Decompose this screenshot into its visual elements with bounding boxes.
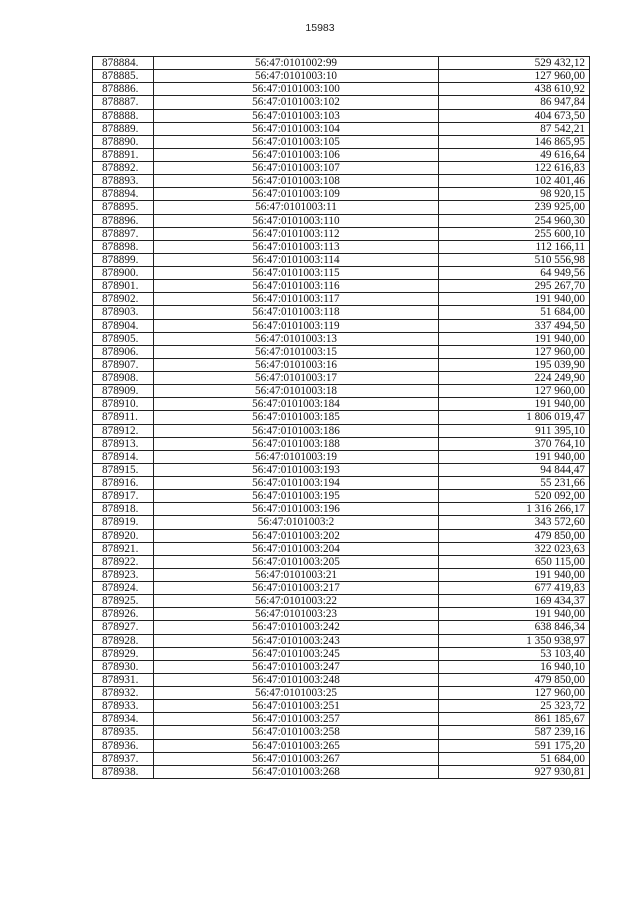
cadastral-value-cell: 479 850,00 — [439, 529, 590, 542]
table-row — [93, 135, 590, 148]
cadastral-number-cell: 56:47:0101003:102 — [154, 96, 439, 109]
table-row — [93, 582, 590, 595]
table-row — [93, 503, 590, 516]
row-number-cell: 878926. — [93, 608, 154, 621]
cadastral-value-cell: 343 572,60 — [439, 516, 590, 529]
table-row — [93, 109, 590, 122]
cadastral-value-cell: 191 940,00 — [439, 450, 590, 463]
cadastral-number-cell: 56:47:0101003:11 — [154, 201, 439, 214]
row-number-cell: 878886. — [93, 83, 154, 96]
cadastral-number-cell: 56:47:0101003:204 — [154, 542, 439, 555]
cadastral-number-cell: 56:47:0101003:22 — [154, 595, 439, 608]
cadastral-value-cell: 98 920,15 — [439, 188, 590, 201]
cadastral-value-cell: 295 267,70 — [439, 280, 590, 293]
cadastral-value-cell: 650 115,00 — [439, 555, 590, 568]
row-number-cell: 878933. — [93, 700, 154, 713]
row-number-cell: 878937. — [93, 752, 154, 765]
cadastral-number-cell: 56:47:0101003:17 — [154, 372, 439, 385]
row-number-cell: 878904. — [93, 319, 154, 332]
cadastral-value-table — [92, 56, 590, 779]
cadastral-value-cell: 1 316 266,17 — [439, 503, 590, 516]
cadastral-value-cell: 127 960,00 — [439, 687, 590, 700]
row-number-cell: 878919. — [93, 516, 154, 529]
cadastral-value-cell: 911 395,10 — [439, 424, 590, 437]
cadastral-value-cell: 591 175,20 — [439, 739, 590, 752]
cadastral-value-cell: 64 949,56 — [439, 267, 590, 280]
cadastral-number-cell: 56:47:0101003:105 — [154, 135, 439, 148]
cadastral-value-cell: 112 166,11 — [439, 240, 590, 253]
row-number-cell: 878929. — [93, 647, 154, 660]
row-number-cell: 878907. — [93, 358, 154, 371]
cadastral-value-cell: 146 865,95 — [439, 135, 590, 148]
table-row — [93, 319, 590, 332]
cadastral-number-cell: 56:47:0101003:19 — [154, 450, 439, 463]
cadastral-number-cell: 56:47:0101003:267 — [154, 752, 439, 765]
row-number-cell: 878891. — [93, 148, 154, 161]
row-number-cell: 878915. — [93, 463, 154, 476]
cadastral-value-cell: 94 844,47 — [439, 463, 590, 476]
cadastral-number-cell: 56:47:0101003:109 — [154, 188, 439, 201]
cadastral-number-cell: 56:47:0101003:205 — [154, 555, 439, 568]
cadastral-value-cell: 127 960,00 — [439, 70, 590, 83]
row-number-cell: 878921. — [93, 542, 154, 555]
row-number-cell: 878906. — [93, 345, 154, 358]
cadastral-number-cell: 56:47:0101002:99 — [154, 57, 439, 70]
row-number-cell: 878895. — [93, 201, 154, 214]
cadastral-value-cell: 127 960,00 — [439, 385, 590, 398]
table-row — [93, 332, 590, 345]
cadastral-number-cell: 56:47:0101003:195 — [154, 490, 439, 503]
cadastral-value-cell: 55 231,66 — [439, 477, 590, 490]
cadastral-number-cell: 56:47:0101003:184 — [154, 398, 439, 411]
table-row — [93, 57, 590, 70]
cadastral-number-cell: 56:47:0101003:103 — [154, 109, 439, 122]
cadastral-value-cell: 51 684,00 — [439, 752, 590, 765]
data-table-container — [92, 56, 590, 779]
row-number-cell: 878922. — [93, 555, 154, 568]
table-row — [93, 542, 590, 555]
table-row — [93, 253, 590, 266]
table-row — [93, 96, 590, 109]
cadastral-number-cell: 56:47:0101003:265 — [154, 739, 439, 752]
table-row — [93, 673, 590, 686]
row-number-cell: 878898. — [93, 240, 154, 253]
cadastral-value-cell: 53 103,40 — [439, 647, 590, 660]
cadastral-number-cell: 56:47:0101003:13 — [154, 332, 439, 345]
cadastral-number-cell: 56:47:0101003:21 — [154, 568, 439, 581]
table-row — [93, 345, 590, 358]
cadastral-value-cell: 239 925,00 — [439, 201, 590, 214]
table-row — [93, 739, 590, 752]
cadastral-value-cell: 1 350 938,97 — [439, 634, 590, 647]
table-row — [93, 490, 590, 503]
cadastral-number-cell: 56:47:0101003:257 — [154, 713, 439, 726]
cadastral-number-cell: 56:47:0101003:242 — [154, 621, 439, 634]
table-row — [93, 713, 590, 726]
row-number-cell: 878916. — [93, 477, 154, 490]
cadastral-value-cell: 861 185,67 — [439, 713, 590, 726]
cadastral-value-cell: 254 960,30 — [439, 214, 590, 227]
cadastral-number-cell: 56:47:0101003:23 — [154, 608, 439, 621]
cadastral-number-cell: 56:47:0101003:118 — [154, 306, 439, 319]
cadastral-value-cell: 191 940,00 — [439, 608, 590, 621]
cadastral-number-cell: 56:47:0101003:117 — [154, 293, 439, 306]
row-number-cell: 878934. — [93, 713, 154, 726]
row-number-cell: 878913. — [93, 437, 154, 450]
cadastral-value-cell: 191 940,00 — [439, 332, 590, 345]
cadastral-number-cell: 56:47:0101003:107 — [154, 162, 439, 175]
cadastral-value-cell: 337 494,50 — [439, 319, 590, 332]
table-row — [93, 70, 590, 83]
table-row — [93, 568, 590, 581]
table-row — [93, 647, 590, 660]
row-number-cell: 878896. — [93, 214, 154, 227]
table-row — [93, 621, 590, 634]
table-row — [93, 398, 590, 411]
row-number-cell: 878900. — [93, 267, 154, 280]
cadastral-number-cell: 56:47:0101003:116 — [154, 280, 439, 293]
row-number-cell: 878928. — [93, 634, 154, 647]
row-number-cell: 878892. — [93, 162, 154, 175]
table-row — [93, 214, 590, 227]
row-number-cell: 878931. — [93, 673, 154, 686]
table-row — [93, 83, 590, 96]
row-number-cell: 878905. — [93, 332, 154, 345]
cadastral-number-cell: 56:47:0101003:113 — [154, 240, 439, 253]
row-number-cell: 878917. — [93, 490, 154, 503]
row-number-cell: 878887. — [93, 96, 154, 109]
table-body — [93, 57, 590, 779]
row-number-cell: 878894. — [93, 188, 154, 201]
row-number-cell: 878910. — [93, 398, 154, 411]
table-row — [93, 424, 590, 437]
cadastral-number-cell: 56:47:0101003:16 — [154, 358, 439, 371]
table-row — [93, 687, 590, 700]
table-row — [93, 122, 590, 135]
cadastral-number-cell: 56:47:0101003:185 — [154, 411, 439, 424]
cadastral-value-cell: 322 023,63 — [439, 542, 590, 555]
cadastral-number-cell: 56:47:0101003:25 — [154, 687, 439, 700]
cadastral-value-cell: 520 092,00 — [439, 490, 590, 503]
table-row — [93, 700, 590, 713]
table-row — [93, 595, 590, 608]
cadastral-value-cell: 677 419,83 — [439, 582, 590, 595]
cadastral-number-cell: 56:47:0101003:193 — [154, 463, 439, 476]
table-row — [93, 280, 590, 293]
cadastral-number-cell: 56:47:0101003:186 — [154, 424, 439, 437]
row-number-cell: 878932. — [93, 687, 154, 700]
cadastral-value-cell: 587 239,16 — [439, 726, 590, 739]
cadastral-value-cell: 122 616,83 — [439, 162, 590, 175]
table-row — [93, 660, 590, 673]
row-number-cell: 878924. — [93, 582, 154, 595]
table-row — [93, 555, 590, 568]
cadastral-number-cell: 56:47:0101003:268 — [154, 765, 439, 778]
table-row — [93, 162, 590, 175]
table-row — [93, 529, 590, 542]
cadastral-number-cell: 56:47:0101003:108 — [154, 175, 439, 188]
cadastral-value-cell: 438 610,92 — [439, 83, 590, 96]
cadastral-number-cell: 56:47:0101003:196 — [154, 503, 439, 516]
cadastral-number-cell: 56:47:0101003:15 — [154, 345, 439, 358]
row-number-cell: 878885. — [93, 70, 154, 83]
cadastral-value-cell: 16 940,10 — [439, 660, 590, 673]
cadastral-number-cell: 56:47:0101003:114 — [154, 253, 439, 266]
table-row — [93, 267, 590, 280]
row-number-cell: 878899. — [93, 253, 154, 266]
row-number-cell: 878902. — [93, 293, 154, 306]
cadastral-value-cell: 102 401,46 — [439, 175, 590, 188]
row-number-cell: 878884. — [93, 57, 154, 70]
cadastral-value-cell: 510 556,98 — [439, 253, 590, 266]
row-number-cell: 878920. — [93, 529, 154, 542]
row-number-cell: 878897. — [93, 227, 154, 240]
table-row — [93, 385, 590, 398]
cadastral-value-cell: 529 432,12 — [439, 57, 590, 70]
table-row — [93, 477, 590, 490]
table-row — [93, 240, 590, 253]
cadastral-value-cell: 86 947,84 — [439, 96, 590, 109]
cadastral-number-cell: 56:47:0101003:243 — [154, 634, 439, 647]
row-number-cell: 878912. — [93, 424, 154, 437]
cadastral-value-cell: 169 434,37 — [439, 595, 590, 608]
cadastral-value-cell: 127 960,00 — [439, 345, 590, 358]
table-row — [93, 306, 590, 319]
row-number-cell: 878903. — [93, 306, 154, 319]
table-row — [93, 752, 590, 765]
row-number-cell: 878888. — [93, 109, 154, 122]
cadastral-number-cell: 56:47:0101003:2 — [154, 516, 439, 529]
row-number-cell: 878936. — [93, 739, 154, 752]
cadastral-value-cell: 51 684,00 — [439, 306, 590, 319]
cadastral-value-cell: 191 940,00 — [439, 568, 590, 581]
cadastral-number-cell: 56:47:0101003:112 — [154, 227, 439, 240]
cadastral-number-cell: 56:47:0101003:18 — [154, 385, 439, 398]
table-row — [93, 463, 590, 476]
row-number-cell: 878930. — [93, 660, 154, 673]
cadastral-value-cell: 404 673,50 — [439, 109, 590, 122]
row-number-cell: 878889. — [93, 122, 154, 135]
cadastral-number-cell: 56:47:0101003:194 — [154, 477, 439, 490]
table-row — [93, 726, 590, 739]
cadastral-value-cell: 255 600,10 — [439, 227, 590, 240]
row-number-cell: 878927. — [93, 621, 154, 634]
row-number-cell: 878901. — [93, 280, 154, 293]
cadastral-number-cell: 56:47:0101003:104 — [154, 122, 439, 135]
row-number-cell: 878923. — [93, 568, 154, 581]
cadastral-value-cell: 224 249,90 — [439, 372, 590, 385]
table-row — [93, 411, 590, 424]
table-row — [93, 358, 590, 371]
cadastral-number-cell: 56:47:0101003:110 — [154, 214, 439, 227]
table-row — [93, 516, 590, 529]
cadastral-value-cell: 927 930,81 — [439, 765, 590, 778]
cadastral-value-cell: 191 940,00 — [439, 293, 590, 306]
cadastral-value-cell: 638 846,34 — [439, 621, 590, 634]
cadastral-value-cell: 25 323,72 — [439, 700, 590, 713]
cadastral-value-cell: 87 542,21 — [439, 122, 590, 135]
table-row — [93, 437, 590, 450]
row-number-cell: 878938. — [93, 765, 154, 778]
cadastral-value-cell: 1 806 019,47 — [439, 411, 590, 424]
table-row — [93, 634, 590, 647]
table-row — [93, 175, 590, 188]
cadastral-number-cell: 56:47:0101003:247 — [154, 660, 439, 673]
row-number-cell: 878890. — [93, 135, 154, 148]
table-row — [93, 765, 590, 778]
row-number-cell: 878925. — [93, 595, 154, 608]
row-number-cell: 878935. — [93, 726, 154, 739]
cadastral-value-cell: 195 039,90 — [439, 358, 590, 371]
table-row — [93, 608, 590, 621]
cadastral-number-cell: 56:47:0101003:188 — [154, 437, 439, 450]
table-row — [93, 293, 590, 306]
cadastral-number-cell: 56:47:0101003:115 — [154, 267, 439, 280]
page-number: 15983 — [305, 22, 335, 34]
cadastral-number-cell: 56:47:0101003:202 — [154, 529, 439, 542]
table-row — [93, 372, 590, 385]
cadastral-value-cell: 49 616,64 — [439, 148, 590, 161]
cadastral-value-cell: 191 940,00 — [439, 398, 590, 411]
cadastral-number-cell: 56:47:0101003:245 — [154, 647, 439, 660]
table-row — [93, 201, 590, 214]
cadastral-value-cell: 370 764,10 — [439, 437, 590, 450]
table-row — [93, 188, 590, 201]
table-row — [93, 148, 590, 161]
cadastral-number-cell: 56:47:0101003:248 — [154, 673, 439, 686]
row-number-cell: 878909. — [93, 385, 154, 398]
row-number-cell: 878893. — [93, 175, 154, 188]
row-number-cell: 878918. — [93, 503, 154, 516]
cadastral-number-cell: 56:47:0101003:217 — [154, 582, 439, 595]
cadastral-number-cell: 56:47:0101003:100 — [154, 83, 439, 96]
table-row — [93, 450, 590, 463]
cadastral-value-cell: 479 850,00 — [439, 673, 590, 686]
cadastral-number-cell: 56:47:0101003:251 — [154, 700, 439, 713]
row-number-cell: 878911. — [93, 411, 154, 424]
row-number-cell: 878914. — [93, 450, 154, 463]
cadastral-number-cell: 56:47:0101003:258 — [154, 726, 439, 739]
cadastral-number-cell: 56:47:0101003:119 — [154, 319, 439, 332]
cadastral-number-cell: 56:47:0101003:10 — [154, 70, 439, 83]
cadastral-number-cell: 56:47:0101003:106 — [154, 148, 439, 161]
table-row — [93, 227, 590, 240]
row-number-cell: 878908. — [93, 372, 154, 385]
